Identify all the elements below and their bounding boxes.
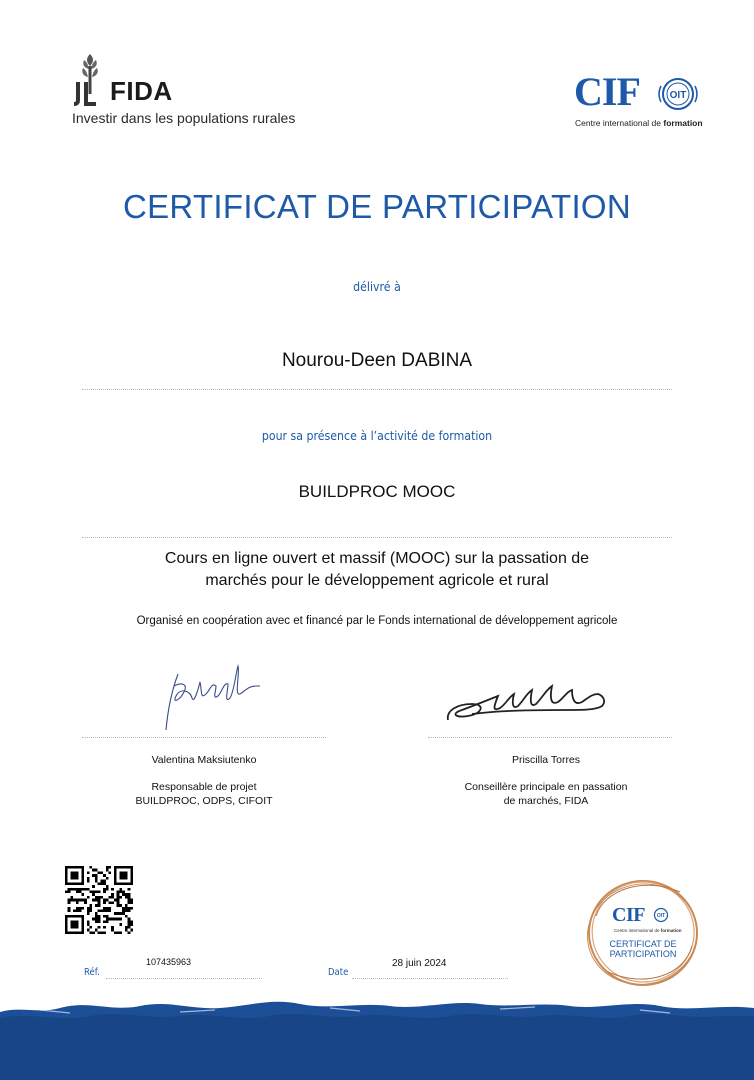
seal-subtitle	[614, 928, 682, 933]
cif-subtitle-prefix: Centre international de	[575, 118, 664, 128]
seal-ring-icon	[584, 876, 702, 990]
seal-subtitle-bold: formation	[660, 928, 682, 933]
cif-subtitle	[575, 118, 703, 128]
signatory-name-2: Priscilla Torres	[511, 754, 581, 766]
wheat-icon	[72, 52, 108, 108]
qr-code[interactable]	[65, 866, 133, 934]
oit-emblem-icon	[656, 76, 700, 112]
ref-value: 107435963	[146, 957, 192, 967]
signature-line-1	[82, 737, 326, 738]
description-line-1: Cours en ligne ouvert et massif (MOOC) sur la passation de	[164, 550, 590, 567]
date-value: 28 juin 2024	[392, 958, 447, 969]
signatory-role-2-line-1: Conseillère principale en passation	[464, 781, 628, 793]
svg-text:OIT: OIT	[656, 913, 666, 919]
seal-text	[584, 939, 702, 959]
signature-valentina	[160, 660, 264, 732]
certificate-title: CERTIFICAT DE PARTICIPATION	[122, 188, 632, 225]
participant-name: Nourou-Deen DABINA	[281, 350, 473, 371]
svg-text:OIT: OIT	[669, 90, 687, 101]
fida-tagline: Investir dans les populations rurales	[72, 110, 296, 126]
cif-logo	[574, 70, 704, 134]
signatory-role-2	[428, 780, 664, 808]
date-line	[352, 978, 508, 979]
seal-text-line-1: CERTIFICAT DE	[609, 939, 677, 949]
signatory-role-2-line-2: de marchés, FIDA	[503, 795, 589, 807]
organized-note: Organisé en coopération avec et financé par le Fonds international de développement agricole	[136, 615, 618, 627]
ref-line	[106, 978, 262, 979]
seal-text-line-2: PARTICIPATION	[609, 949, 677, 959]
participation-seal	[584, 876, 702, 990]
signatory-role-1	[82, 780, 326, 808]
course-divider	[82, 537, 672, 538]
description-line-2: marchés pour le développement agricole et rural	[205, 572, 549, 589]
seal-subtitle-prefix: Centre international de	[614, 928, 661, 933]
seal-oit-emblem-icon	[651, 907, 671, 923]
ref-label: Réf.	[84, 967, 100, 978]
seal-cif-name: CIF	[612, 904, 645, 926]
signatory-role-1-line-1: Responsable de projet	[151, 781, 257, 793]
signatory-name-1: Valentina Maksiutenko	[151, 754, 257, 766]
signature-line-2	[428, 737, 672, 738]
course-name: BUILDPROC MOOC	[298, 482, 456, 501]
name-divider	[82, 389, 672, 390]
signatory-role-1-line-2: BUILDPROC, ODPS, CIFOIT	[135, 795, 273, 807]
cif-name: CIF	[574, 69, 640, 114]
fida-logo	[72, 52, 312, 132]
signature-priscilla	[442, 680, 612, 726]
fida-name: FIDA	[110, 76, 173, 106]
cif-subtitle-bold: formation	[663, 118, 703, 128]
delivered-to-label: délivré à	[353, 279, 401, 294]
date-label: Date	[328, 967, 349, 978]
course-description	[0, 548, 754, 592]
footer-brush-wave	[0, 996, 754, 1080]
presence-label: pour sa présence à l’activité de formation	[261, 428, 493, 443]
